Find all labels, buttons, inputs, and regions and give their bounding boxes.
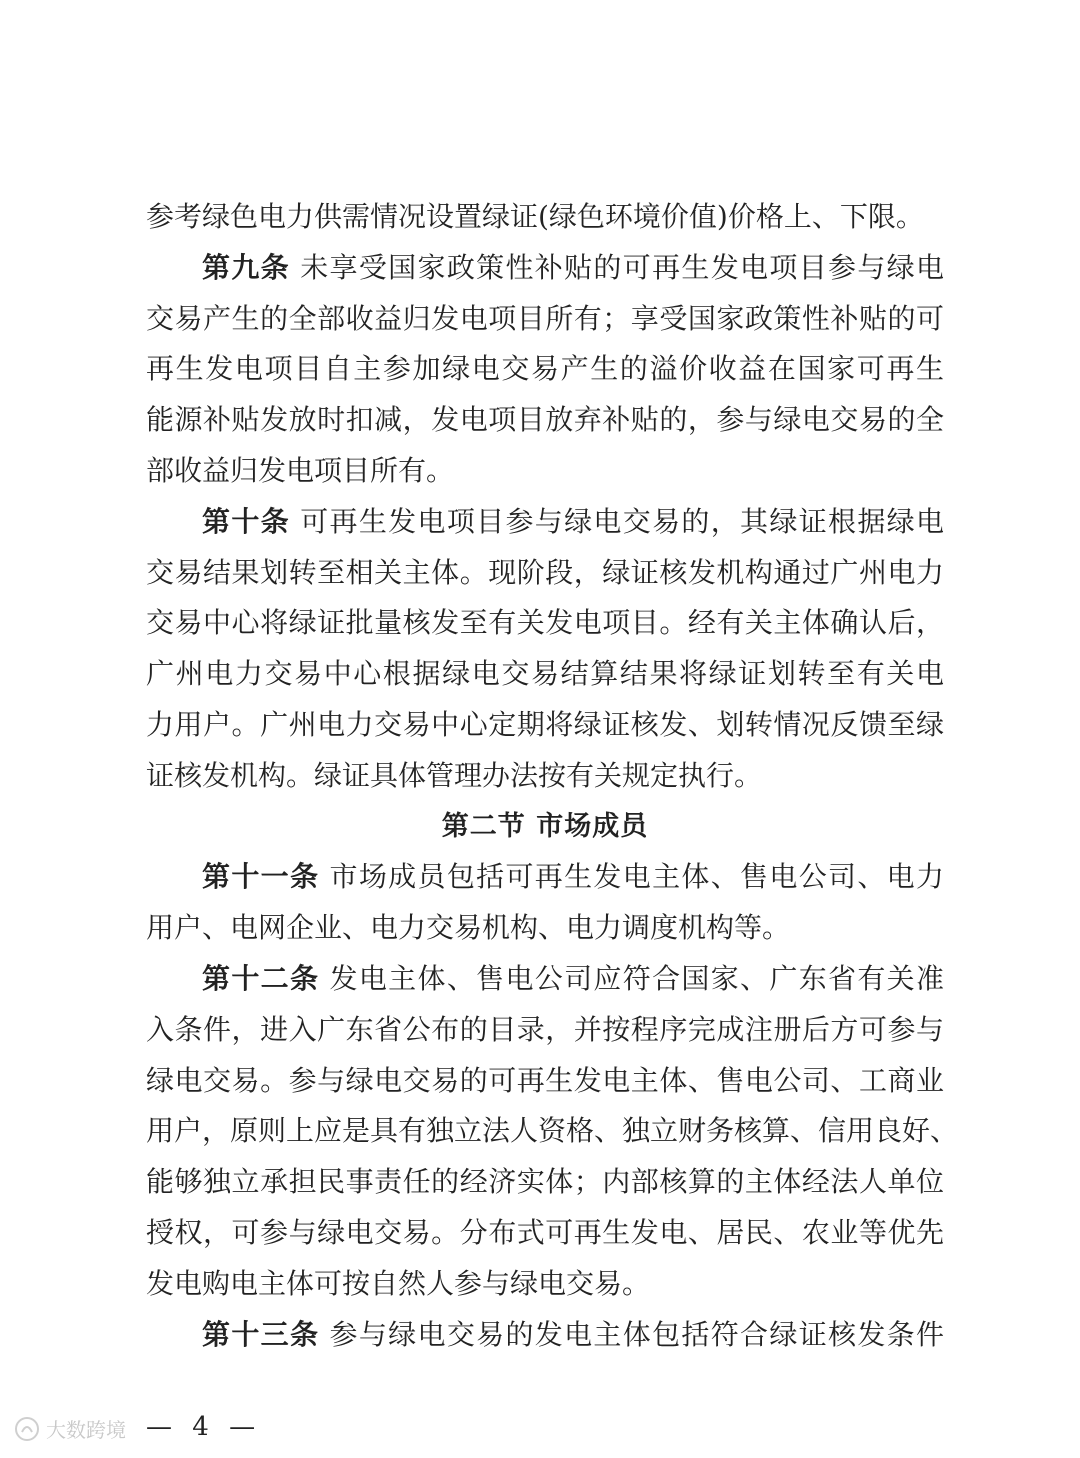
text-line [146,903,944,954]
page-footer [0,1410,1080,1450]
article-number: 第十二条 [202,961,320,995]
line-text: 交易中心将绿证批量核发至有关发电项目。经有关主体确认后， [146,606,944,640]
text-line [146,1259,944,1310]
text-line [146,1005,944,1056]
line-text: 证核发机构。绿证具体管理办法按有关规定执行。 [146,758,763,792]
article-number: 第十条 [202,504,290,538]
text-line [146,1056,944,1107]
watermark-logo-icon [14,1416,40,1442]
line-text: 力用户。广州电力交易中心定期将绿证核发、划转情况反馈至绿 [146,707,944,741]
line-text: 广州电力交易中心根据绿电交易结算结果将绿证划转至有关电 [146,657,944,691]
watermark-text: 大数跨境 [46,1418,126,1442]
article-first-line [146,1310,944,1361]
line-text: 交易结果划转至相关主体。现阶段，绿证核发机构通过广州电力 [146,555,944,589]
article-first-line [146,852,944,903]
line-text: 市场成员包括可再生发电主体、售电公司、电力 [329,860,944,894]
line-text: 发电购电主体可按自然人参与绿电交易。 [146,1266,651,1300]
text-line [146,344,944,395]
text-line [146,446,944,497]
article-first-line [146,243,944,294]
document-body [146,192,959,1360]
line-text: 交易产生的全部收益归发电项目所有；享受国家政策性补贴的可 [146,301,944,335]
text-line [146,1157,944,1208]
line-text: 入条件，进入广东省公布的目录，并按程序完成注册后方可参与 [146,1012,944,1046]
text-line [146,1106,959,1157]
text-line [146,192,944,243]
text-line [146,548,944,599]
line-text: 参考绿色电力供需情况设置绿证(绿色环境价值)价格上、下限。 [146,200,924,233]
page-number: — 4 — [146,1412,262,1442]
line-text: 用户，原则上应是具有独立法人资格、独立财务核算、信用良好、 [146,1114,959,1148]
watermark [14,1414,126,1443]
text-line [146,598,944,649]
line-text: 授权，可参与绿电交易。分布式可再生发电、居民、农业等优先 [146,1215,944,1249]
line-text: 发电主体、售电公司应符合国家、广东省有关准 [329,961,944,995]
article-number: 第十三条 [202,1317,320,1351]
text-line [146,649,944,700]
line-text: 能源补贴发放时扣减，发电项目放弃补贴的，参与绿电交易的全 [146,403,944,437]
line-text: 绿电交易。参与绿电交易的可再生发电主体、售电公司、工商业 [146,1063,944,1097]
line-text: 部收益归发电项目所有。 [146,453,455,487]
text-line [146,294,944,345]
text-line [146,751,944,802]
line-text: 再生发电项目自主参加绿电交易产生的溢价收益在国家可再生 [146,352,944,386]
line-text: 未享受国家政策性补贴的可再生发电项目参与绿电 [300,250,944,284]
text-line [146,395,944,446]
article-number: 第九条 [202,250,290,284]
section-heading: 第二节 市场成员 [441,810,649,842]
text-line [146,1208,944,1259]
text-line [146,700,944,751]
article-first-line [146,954,944,1005]
line-text: 可再生发电项目参与绿电交易的，其绿证根据绿电 [300,504,944,538]
article-number: 第十一条 [202,860,320,894]
article-first-line [146,497,944,548]
line-text: 参与绿电交易的发电主体包括符合绿证核发条件 [329,1317,944,1351]
line-text: 用户、电网企业、电力交易机构、电力调度机构等。 [146,911,791,945]
line-text: 能够独立承担民事责任的经济实体；内部核算的主体经法人单位 [146,1165,944,1199]
